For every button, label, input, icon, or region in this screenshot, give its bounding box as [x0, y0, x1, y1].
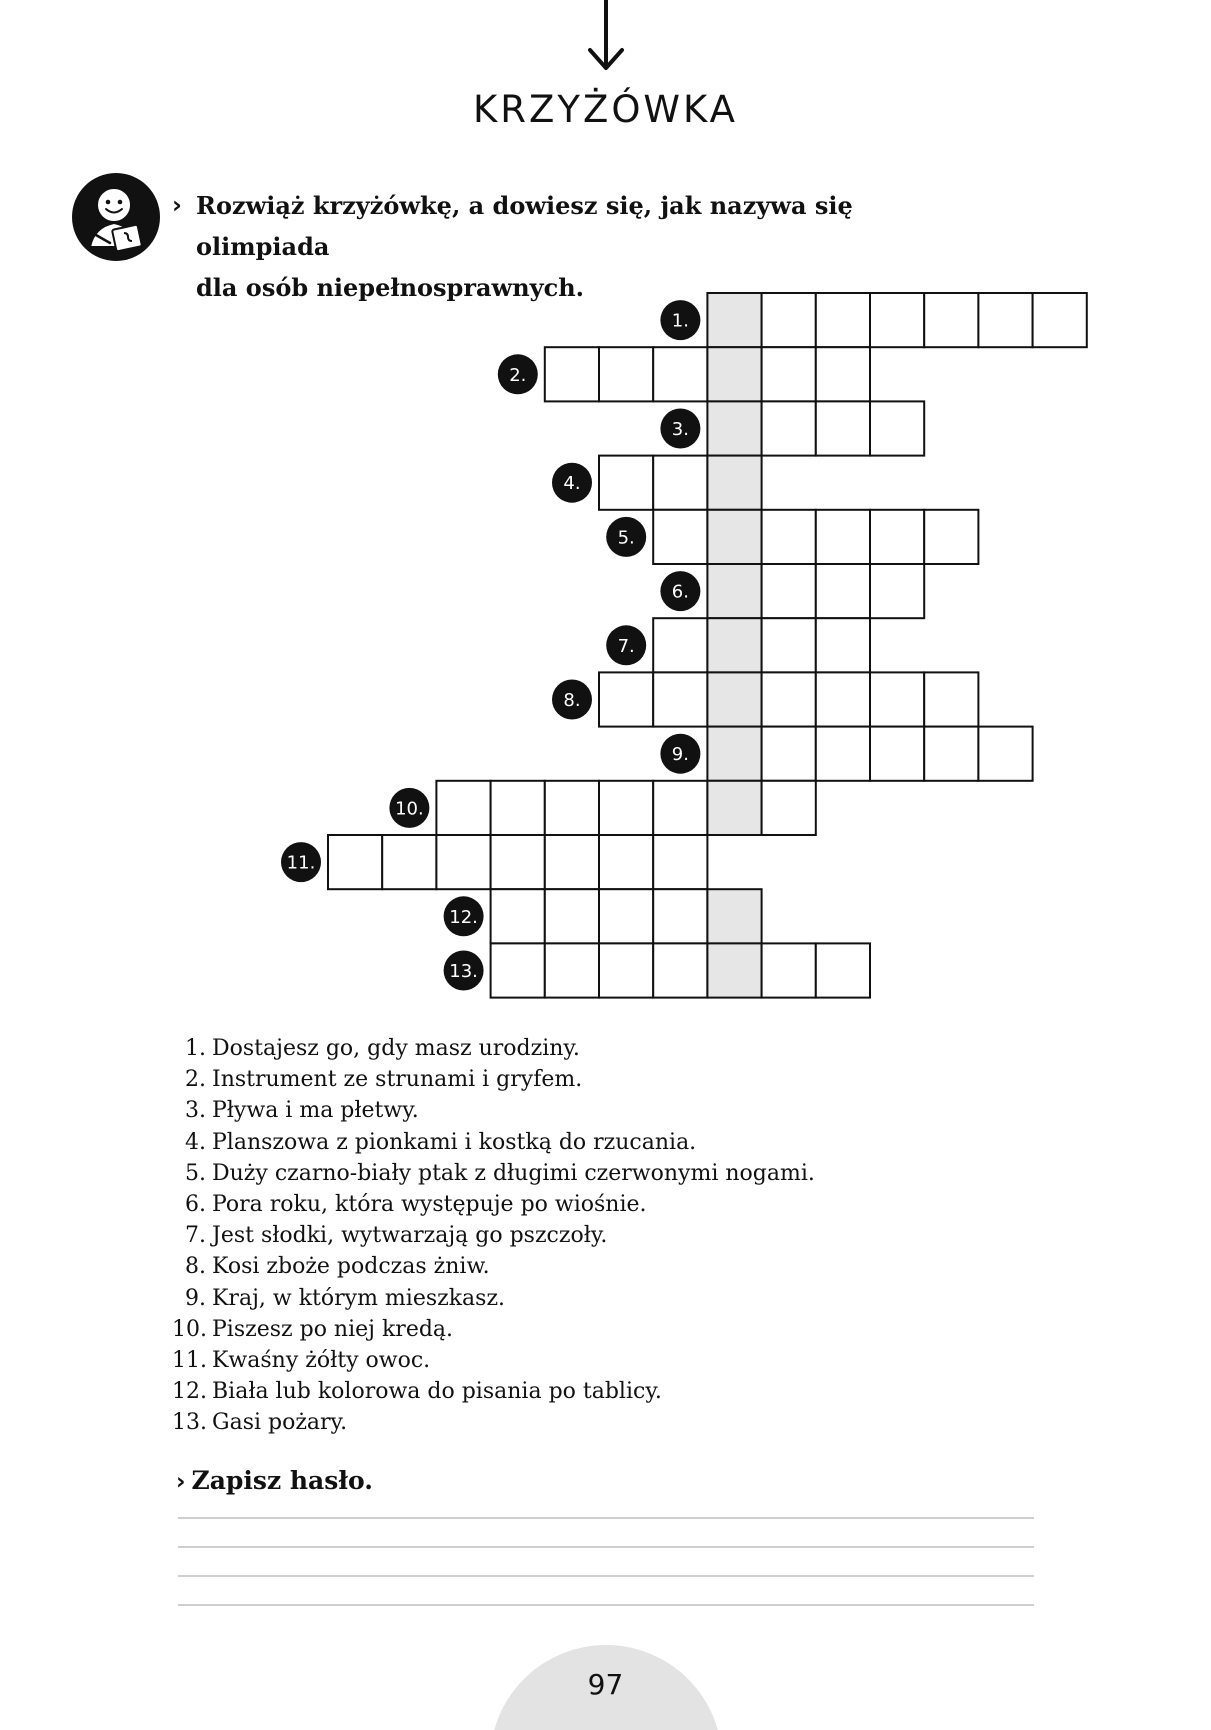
clue-number: 9. — [671, 744, 689, 766]
clue-item-text: Planszowa z pionkami i kostką do rzucania. — [212, 1129, 697, 1155]
clue-item-text: Pływa i ma płetwy. — [212, 1098, 419, 1124]
crossword-row — [552, 672, 978, 726]
chevron-right-icon: › — [172, 191, 182, 219]
clue-number: 12. — [449, 906, 478, 928]
clue-item-number: 1. — [185, 1036, 206, 1061]
crossword-cell[interactable] — [924, 727, 978, 781]
crossword-row — [389, 781, 815, 835]
crossword-cell[interactable] — [491, 781, 545, 835]
clue-item — [172, 1189, 815, 1220]
crossword-row — [498, 347, 870, 401]
crossword-cell[interactable] — [491, 835, 545, 889]
crossword-cell[interactable] — [653, 943, 707, 997]
clue-item-number: 8. — [185, 1254, 206, 1280]
clue-item-text: Kraj, w którym mieszkasz. — [212, 1285, 506, 1311]
clue-number: 1. — [671, 310, 689, 332]
crossword-key-cell[interactable] — [707, 672, 761, 726]
clue-item-text: Pora roku, która występuje po wiośnie. — [212, 1192, 647, 1218]
clue-item — [172, 1064, 815, 1095]
clue-item-number: 4. — [185, 1129, 206, 1155]
clue-number: 3. — [671, 419, 689, 440]
crossword-key-cell[interactable] — [707, 456, 761, 510]
crossword-cell[interactable] — [816, 510, 870, 564]
crossword-cell[interactable] — [762, 672, 816, 726]
clue-item — [172, 1407, 815, 1438]
crossword-cell[interactable] — [436, 781, 490, 835]
crossword-cell[interactable] — [491, 943, 545, 997]
crossword-cell[interactable] — [816, 618, 870, 672]
crossword-cell[interactable] — [653, 781, 707, 835]
crossword-cell[interactable] — [653, 672, 707, 726]
instruction-line-2: dla osób niepełnosprawnych. — [196, 273, 585, 302]
crossword-row — [606, 618, 870, 672]
crossword-key-cell[interactable] — [707, 618, 761, 672]
clue-item — [172, 1376, 815, 1407]
crossword-cell[interactable] — [870, 401, 924, 455]
crossword-cell[interactable] — [599, 889, 653, 943]
crossword-key-cell[interactable] — [707, 727, 761, 781]
crossword-cell[interactable] — [762, 347, 816, 401]
clue-item — [172, 1033, 815, 1064]
crossword-cell[interactable] — [978, 727, 1032, 781]
crossword-row — [444, 943, 870, 997]
crossword-cell[interactable] — [762, 618, 816, 672]
crossword-cell[interactable] — [870, 564, 924, 618]
answer-prompt — [176, 1466, 373, 1495]
clue-number: 8. — [563, 690, 581, 711]
crossword-cell[interactable] — [599, 781, 653, 835]
crossword-cell[interactable] — [653, 510, 707, 564]
clue-item-text: Dostajesz go, gdy masz urodziny. — [212, 1036, 580, 1061]
crossword-key-cell[interactable] — [707, 510, 761, 564]
crossword-cell[interactable] — [870, 293, 924, 347]
clue-item-number: 9. — [185, 1285, 206, 1311]
crossword-key-cell[interactable] — [707, 401, 761, 455]
crossword-row — [281, 835, 707, 889]
crossword-cell[interactable] — [924, 672, 978, 726]
crossword-cell[interactable] — [762, 293, 816, 347]
chevron-right-icon: › — [176, 1469, 186, 1495]
crossword-cell[interactable] — [762, 510, 816, 564]
clue-item-number: 5. — [185, 1160, 206, 1186]
crossword-cell[interactable] — [653, 456, 707, 510]
crossword-row — [660, 401, 924, 455]
page-number: 97 — [587, 1668, 624, 1701]
crossword-cell[interactable] — [599, 347, 653, 401]
clue-number: 2. — [509, 364, 527, 386]
crossword-cell[interactable] — [491, 889, 545, 943]
page-title: KRZYŻÓWKA — [473, 88, 738, 131]
crossword-cell[interactable] — [382, 835, 436, 889]
crossword-cell[interactable] — [653, 618, 707, 672]
crossword-cell[interactable] — [870, 672, 924, 726]
crossword-cell[interactable] — [545, 781, 599, 835]
crossword-key-cell[interactable] — [707, 943, 761, 997]
crossword-cell[interactable] — [816, 401, 870, 455]
crossword-key-cell[interactable] — [707, 781, 761, 835]
crossword-cell[interactable] — [599, 456, 653, 510]
answer-line[interactable] — [178, 1517, 1034, 1519]
crossword-row — [660, 293, 1086, 347]
crossword-cell[interactable] — [1033, 293, 1087, 347]
clue-number: 7. — [617, 635, 635, 657]
clue-item-text: Biała lub kolorowa do pisania po tablicy. — [212, 1379, 662, 1405]
crossword-cell[interactable] — [545, 943, 599, 997]
clue-item-number: 11. — [172, 1348, 207, 1374]
clue-item — [172, 1314, 815, 1345]
clue-item-text: Duży czarno-biały ptak z długimi czerwonymi nogami. — [212, 1160, 815, 1186]
crossword-cell[interactable] — [762, 564, 816, 618]
crossword-cell[interactable] — [762, 943, 816, 997]
crossword-cell[interactable] — [653, 889, 707, 943]
crossword-key-cell[interactable] — [707, 347, 761, 401]
clue-number: 13. — [449, 961, 478, 982]
crossword-cell[interactable] — [816, 727, 870, 781]
instruction-line-1: Rozwiąż krzyżówkę, a dowiesz się, jak nazywa się olimpiada — [196, 191, 853, 261]
crossword-cell[interactable] — [762, 781, 816, 835]
crossword-cell[interactable] — [328, 835, 382, 889]
crossword-key-cell[interactable] — [707, 293, 761, 347]
crossword-cell[interactable] — [762, 727, 816, 781]
crossword-cell[interactable] — [762, 401, 816, 455]
crossword-cell[interactable] — [653, 347, 707, 401]
crossword-cell[interactable] — [599, 835, 653, 889]
clue-item-number: 3. — [185, 1098, 206, 1124]
answer-line[interactable] — [178, 1604, 1034, 1606]
crossword-key-cell[interactable] — [707, 889, 761, 943]
crossword-cell[interactable] — [816, 672, 870, 726]
clue-number: 5. — [617, 527, 635, 549]
crossword-cell[interactable] — [599, 672, 653, 726]
crossword-cell[interactable] — [870, 510, 924, 564]
crossword-cell[interactable] — [870, 727, 924, 781]
clue-item — [172, 1095, 815, 1126]
crossword-cell[interactable] — [978, 293, 1032, 347]
crossword-cell[interactable] — [924, 510, 978, 564]
clue-number: 11. — [286, 852, 316, 874]
clue-item-number: 6. — [185, 1192, 206, 1218]
crossword-key-cell[interactable] — [707, 564, 761, 618]
clue-item-text: Jest słodki, wytwarzają go pszczoły. — [212, 1223, 608, 1249]
clue-item — [172, 1283, 815, 1314]
clue-item — [172, 1251, 815, 1282]
clue-item-number: 2. — [185, 1067, 206, 1093]
clue-item-text: Gasi pożary. — [212, 1410, 348, 1436]
crossword-cell[interactable] — [816, 293, 870, 347]
answer-line[interactable] — [178, 1575, 1034, 1577]
clue-number: 6. — [671, 581, 689, 603]
clue-item-number: 13. — [172, 1410, 207, 1436]
clue-number: 4. — [563, 473, 581, 495]
crossword-row — [660, 564, 924, 618]
crossword-cell[interactable] — [545, 835, 599, 889]
clue-item-number: 10. — [172, 1316, 207, 1342]
clue-item — [172, 1345, 815, 1376]
clue-item-text: Kosi zboże podczas żniw. — [212, 1254, 490, 1280]
crossword-cell[interactable] — [545, 889, 599, 943]
crossword-cell[interactable] — [653, 835, 707, 889]
clue-number: 10. — [395, 798, 424, 820]
clue-item-number: 12. — [172, 1379, 207, 1405]
crossword-row — [660, 727, 1032, 781]
crossword-cell[interactable] — [816, 347, 870, 401]
clue-item — [172, 1127, 815, 1158]
crossword-cell[interactable] — [816, 564, 870, 618]
crossword-row — [552, 456, 762, 510]
clue-item-number: 7. — [185, 1223, 206, 1249]
crossword-row — [606, 510, 978, 564]
crossword-cell[interactable] — [816, 943, 870, 997]
clue-item-text: Kwaśny żółty owoc. — [212, 1348, 431, 1374]
clue-item-text: Piszesz po niej kredą. — [212, 1316, 454, 1342]
crossword-cell[interactable] — [545, 347, 599, 401]
clue-list — [172, 1033, 815, 1439]
clue-item-text: Instrument ze strunami i gryfem. — [212, 1067, 583, 1093]
crossword-cell[interactable] — [599, 943, 653, 997]
clue-item — [172, 1220, 815, 1251]
crossword-cell[interactable] — [436, 835, 490, 889]
clue-item — [172, 1158, 815, 1189]
crossword-cell[interactable] — [924, 293, 978, 347]
answer-prompt-label: Zapisz hasło. — [191, 1466, 373, 1495]
answer-line[interactable] — [178, 1546, 1034, 1548]
crossword-row — [444, 889, 762, 943]
